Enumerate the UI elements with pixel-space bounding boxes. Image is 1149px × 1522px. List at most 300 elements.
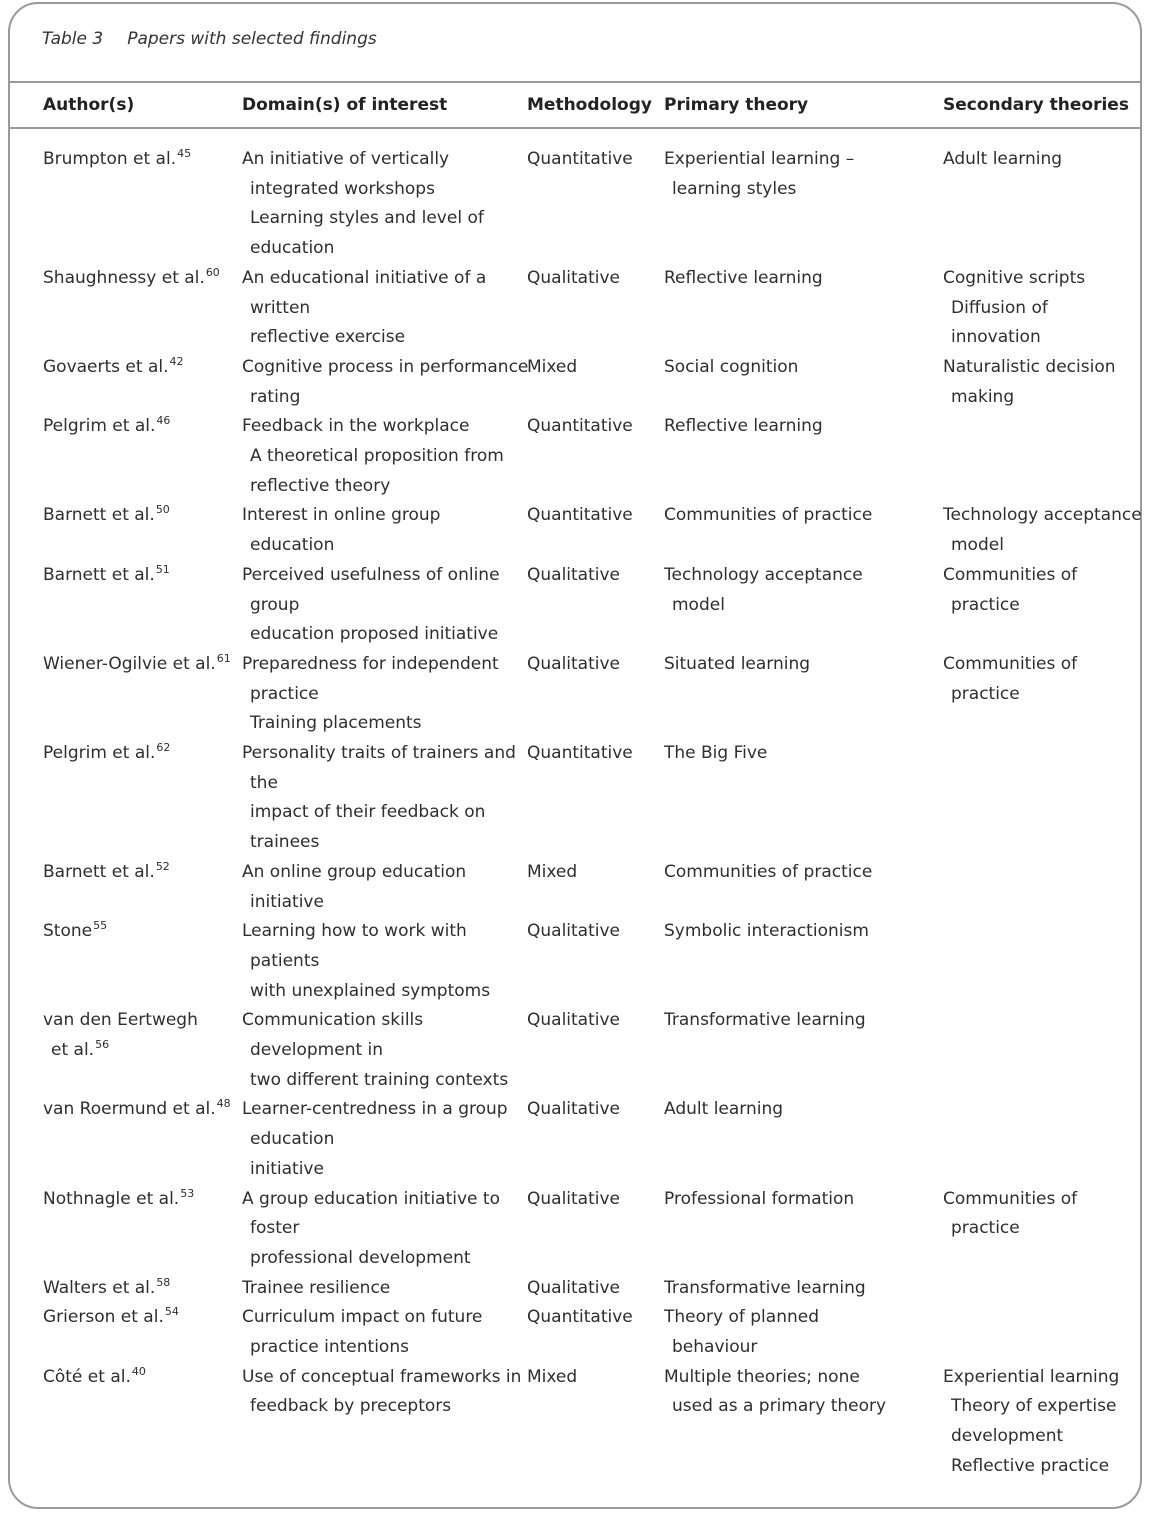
table-title: Papers with selected findings [127,29,377,49]
cell-primary [664,561,863,620]
cell-text: Cognitive scripts [943,267,1086,288]
cell-text: Communities of [943,1188,1078,1209]
cell-text: Pelgrim et al. [43,416,156,437]
cell-line [242,472,504,502]
cell-line [43,501,170,532]
cell-line [242,1036,508,1066]
cell-line: Qualitative [527,1099,621,1120]
cell-line [43,353,184,384]
cell-line [943,1185,1077,1215]
cell-secondary [943,561,1077,620]
cell-method [527,1185,620,1215]
cell-secondary [943,264,1085,353]
cell-domain [242,353,528,412]
cell-text: Naturalistic decision [943,356,1116,377]
cell-line [664,1274,866,1304]
header-authors: Author(s) [43,95,135,115]
cell-text: Transformative learning [664,1277,866,1298]
cell-line: Quantitative [527,505,633,526]
cell-text: Nothnagle et al. [43,1188,180,1209]
cell-text: van Roermund et al. [43,1099,216,1120]
cell-line [242,1363,521,1393]
reference-number: 45 [177,147,192,160]
cell-text: Feedback in the workplace [242,416,470,437]
header-domain: Domain(s) of interest [242,95,448,115]
cell-domain [242,264,486,353]
table-caption [42,29,377,49]
cell-domain [242,739,516,858]
cell-line [242,383,528,413]
cell-domain [242,1303,482,1362]
reference-number: 48 [216,1097,231,1111]
cell-line [242,1155,508,1185]
cell-line: Qualitative [527,1010,621,1031]
cell-text: Barnett et al. [43,564,155,585]
cell-text: Communities of [943,653,1078,674]
cell-line [43,1095,231,1126]
cell-domain [242,145,484,264]
cell-secondary [943,145,1062,175]
cell-line [664,412,823,442]
cell-text: Communities of practice [664,505,873,526]
cell-text: Interest in online group [242,505,441,526]
cell-domain [242,561,500,650]
cell-line [43,1006,198,1036]
cell-line [943,1422,1119,1452]
cell-text: Govaerts et al. [43,356,169,377]
cell-secondary [943,650,1077,709]
cell-line [943,1363,1119,1393]
reference-number: 46 [156,414,171,428]
cell-line [242,264,486,294]
cell-line: Quantitative [527,416,633,437]
cell-line [242,145,484,175]
cell-line [664,858,872,888]
cell-line [664,353,798,383]
cell-text: practice [250,683,319,704]
cell-text: Theory of planned [664,1307,819,1328]
cell-text: An initiative of vertically [242,149,450,169]
cell-line [943,353,1116,383]
cell-primary [664,353,798,383]
cell-line [242,620,500,650]
cell-line [943,1214,1077,1244]
cell-primary [664,1363,886,1422]
cell-domain [242,412,504,501]
cell-line [43,1303,179,1334]
cell-text: Stone [43,921,93,942]
cell-author [43,264,220,295]
cell-line [242,561,500,591]
cell-line [43,1036,198,1067]
cell-line [242,858,466,888]
cell-text: practice [951,594,1020,615]
cell-line [943,145,1062,175]
cell-text: Curriculum impact on future [242,1307,483,1328]
cell-author [43,145,191,176]
cell-text: the [250,772,278,793]
cell-line [664,1185,854,1215]
cell-line [242,1303,482,1333]
cell-text: group [250,594,300,615]
cell-method [527,561,620,591]
cell-author [43,739,170,770]
cell-text: initiative [250,1158,324,1179]
cell-line [943,1452,1119,1482]
cell-secondary [943,353,1116,412]
cell-text: model [951,535,1004,556]
cell-line [242,412,504,442]
cell-line [242,353,528,383]
cell-line [43,1363,146,1394]
cell-line [242,650,499,680]
cell-line [943,561,1077,591]
cell-line [664,1303,819,1333]
cell-author [43,650,231,681]
cell-line [242,294,486,324]
cell-text: Pelgrim et al. [43,743,156,763]
cell-primary [664,1006,866,1036]
cell-text: Professional formation [664,1188,855,1209]
cell-text: Transformative learning [664,1010,866,1031]
cell-line [664,1333,819,1363]
cell-line [43,858,170,889]
cell-secondary [943,1363,1119,1482]
cell-line [242,442,504,472]
cell-text: education [250,1129,335,1150]
cell-author [43,1363,146,1394]
cell-text: Walters et al. [43,1277,156,1298]
cell-text: Barnett et al. [43,505,155,526]
cell-method [527,1303,633,1333]
cell-line: Qualitative [527,1188,621,1209]
cell-text: Multiple theories; none [664,1366,860,1387]
cell-line [943,501,1142,531]
cell-text: innovation [951,327,1041,348]
cell-line [664,1006,866,1036]
cell-author [43,917,107,948]
reference-number: 51 [155,562,170,576]
reference-number: 42 [169,354,184,368]
cell-primary [664,858,872,888]
cell-line [43,412,170,443]
cell-text: A theoretical proposition from [250,446,504,466]
cell-text: reflective exercise [250,327,406,348]
cell-text: feedback by preceptors [250,1396,452,1417]
cell-line [664,591,863,621]
cell-text: Adult learning [664,1099,784,1120]
reference-number: 60 [205,265,220,279]
cell-method [527,264,620,294]
cell-line [242,769,516,799]
cell-text: education [250,535,335,556]
cell-line [943,323,1085,353]
cell-text: Reflective practice [951,1455,1110,1476]
cell-author [43,501,170,532]
cell-line: Quantitative [527,743,633,763]
cell-domain [242,650,499,739]
cell-author [43,353,184,384]
reference-number: 56 [95,1038,110,1051]
caption-divider [8,81,1142,83]
cell-text: Reflective learning [664,267,823,288]
cell-line [242,234,484,264]
cell-line [664,739,767,769]
reference-number: 53 [180,1186,195,1200]
table-label: Table 3 [42,29,104,49]
cell-line [943,294,1085,324]
cell-line [664,917,869,947]
cell-primary [664,1095,783,1125]
cell-method [527,1274,620,1304]
cell-line [242,1066,508,1096]
header-methodology: Methodology [527,95,652,115]
cell-domain [242,501,440,560]
cell-line [43,917,107,948]
cell-line [242,739,516,769]
cell-domain [242,858,466,917]
cell-line [943,1392,1119,1422]
cell-primary [664,1274,866,1304]
cell-author [43,1303,179,1334]
cell-text: Wiener-Ogilvie et al. [43,653,216,674]
cell-author [43,1185,194,1216]
cell-primary [664,917,869,947]
cell-text: Communities of [943,564,1078,585]
reference-number: 40 [131,1364,146,1378]
cell-line [242,1244,500,1274]
cell-line [242,1006,508,1036]
cell-line [242,828,516,858]
cell-line [943,531,1142,561]
cell-line [43,264,220,295]
cell-text: Côté et al. [43,1366,131,1387]
cell-primary [664,145,854,204]
cell-line [664,501,872,531]
cell-text: Learner-centredness in a group [242,1099,508,1120]
cell-line [943,650,1077,680]
cell-line [242,798,516,828]
cell-text: used as a primary theory [672,1396,887,1417]
cell-line [664,1095,783,1125]
reference-number: 62 [156,741,171,754]
cell-line [242,323,486,353]
cell-line [242,1392,521,1422]
cell-line [242,591,500,621]
cell-text: Situated learning [664,653,811,674]
cell-text: practice intentions [250,1337,409,1357]
cell-line [242,501,440,531]
cell-text: development in [250,1040,384,1060]
reference-number: 52 [155,859,170,873]
cell-domain [242,1274,390,1304]
cell-text: practice [951,683,1020,704]
cell-line [242,977,490,1007]
cell-author [43,1095,231,1126]
cell-author [43,412,170,443]
cell-line [242,917,490,947]
cell-line [242,1214,500,1244]
cell-line: Qualitative [527,921,621,942]
cell-line: Qualitative [527,267,621,288]
cell-line [43,650,231,681]
cell-method [527,145,633,175]
cell-text: An educational initiative of a [242,267,487,288]
reference-number: 55 [93,919,108,933]
cell-line [242,531,440,561]
cell-text: Theory of expertise [951,1396,1117,1417]
cell-line [43,739,170,770]
cell-line [943,680,1077,710]
cell-text: Learning how to work with [242,921,467,942]
cell-line: Mixed [527,356,578,377]
cell-text: Barnett et al. [43,861,155,882]
cell-line [242,709,499,739]
reference-number: 58 [156,1275,171,1289]
reference-number: 50 [155,503,170,517]
cell-text: behaviour [672,1337,758,1357]
cell-text: Communication skills [242,1010,424,1031]
cell-line [242,1333,482,1363]
cell-text: model [672,594,725,615]
header-secondary-theories: Secondary theories [943,95,1129,115]
cell-text: foster [250,1218,300,1239]
cell-text: Shaughnessy et al. [43,267,205,288]
cell-line: Mixed [527,861,578,882]
cell-text: education proposed initiative [250,624,499,645]
cell-primary [664,501,872,531]
cell-line [242,1095,508,1125]
cell-text: An online group education [242,861,467,882]
cell-primary [664,650,810,680]
cell-primary [664,1185,854,1215]
cell-line: Qualitative [527,653,621,674]
cell-text: making [951,386,1015,407]
cell-line [242,888,466,918]
header-divider [8,127,1142,129]
cell-line [664,1392,886,1422]
cell-text: two different training contexts [250,1069,509,1090]
cell-method [527,501,633,531]
cell-method [527,1006,620,1036]
header-primary-theory: Primary theory [664,95,809,115]
cell-domain [242,1095,508,1184]
cell-text: initiative [250,891,324,912]
cell-text: reflective theory [250,475,391,496]
cell-domain [242,1006,508,1095]
cell-line [943,383,1116,413]
cell-text: professional development [250,1247,471,1268]
cell-method [527,650,620,680]
cell-line [43,1185,194,1216]
cell-line [242,1125,508,1155]
cell-line [664,561,863,591]
reference-number: 54 [164,1305,179,1319]
cell-line [664,264,823,294]
cell-line [242,175,484,205]
cell-text: Learning styles and level of [250,208,484,229]
cell-method [527,858,577,888]
cell-text: learning styles [672,178,797,199]
cell-text: Reflective learning [664,416,823,437]
cell-line [664,175,854,205]
cell-primary [664,412,823,442]
cell-text: development [951,1426,1064,1447]
cell-text: Symbolic interactionism [664,921,869,942]
cell-line [43,561,170,592]
cell-line [242,680,499,710]
cell-text: Brumpton et al. [43,149,177,169]
cell-text: The Big Five [664,743,768,763]
cell-text: Technology acceptance [943,505,1142,526]
cell-domain [242,1185,500,1274]
cell-text: written [250,297,311,318]
cell-domain [242,1363,521,1422]
cell-line [943,591,1077,621]
cell-method [527,739,633,769]
cell-line: Qualitative [527,564,621,585]
cell-text: Training placements [250,713,422,734]
cell-text: Cognitive process in performance [242,356,529,377]
cell-line [242,1274,390,1304]
cell-line [242,1185,500,1215]
cell-author [43,1006,198,1066]
cell-method [527,412,633,442]
cell-text: Experiential learning [943,1366,1120,1387]
cell-primary [664,739,767,769]
cell-text: rating [250,386,301,407]
cell-line [664,1363,886,1393]
cell-text: Grierson et al. [43,1307,164,1328]
cell-text: van den Eertwegh [43,1010,198,1031]
cell-text: et al. [51,1040,95,1060]
cell-primary [664,1303,819,1362]
cell-text: practice [951,1218,1020,1239]
cell-text: Communities of practice [664,861,873,882]
cell-text: Technology acceptance [664,564,863,585]
cell-line [43,145,191,176]
cell-text: Diffusion of [951,297,1048,318]
cell-line [664,650,810,680]
cell-method [527,917,620,947]
cell-line [943,264,1085,294]
cell-text: trainees [250,832,320,853]
cell-method [527,1095,620,1125]
cell-text: A group education initiative to [242,1188,500,1209]
cell-text: Trainee resilience [242,1277,391,1298]
cell-text: Use of conceptual frameworks in [242,1366,522,1387]
cell-line: Quantitative [527,1307,633,1328]
cell-line [242,947,490,977]
cell-secondary [943,1185,1077,1244]
cell-primary [664,264,823,294]
cell-text: with unexplained symptoms [250,980,491,1001]
cell-text: impact of their feedback on [250,802,486,823]
cell-text: education [250,238,335,259]
cell-text: Adult learning [943,149,1063,169]
cell-line: Qualitative [527,1277,621,1298]
cell-text: patients [250,950,320,971]
cell-text: Preparedness for independent [242,653,499,674]
cell-author [43,858,170,889]
cell-text: Experiential learning – [664,149,855,169]
cell-line: Mixed [527,1366,578,1387]
cell-author [43,561,170,592]
cell-text: integrated workshops [250,178,435,199]
reference-number: 61 [216,651,231,665]
cell-line [664,145,854,175]
cell-text: Social cognition [664,356,799,377]
